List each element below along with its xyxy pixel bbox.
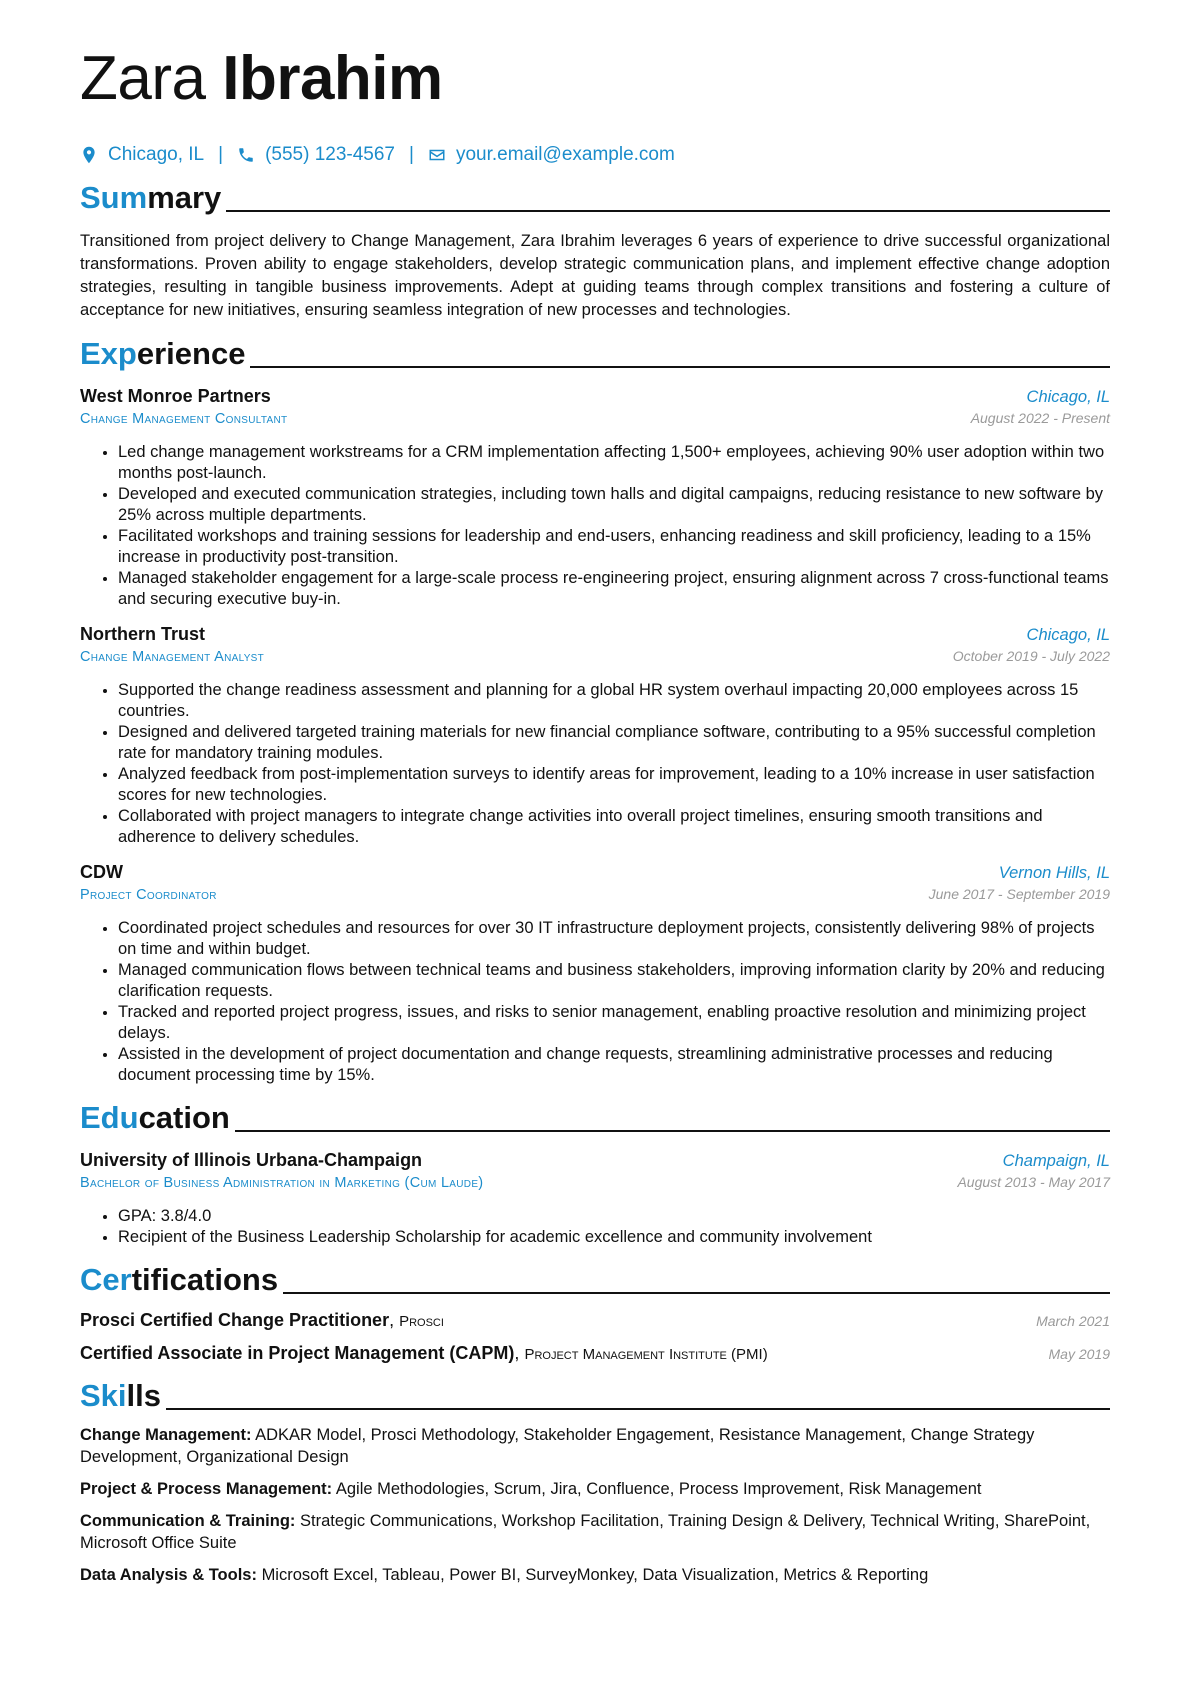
- job-entry: [80, 384, 1110, 610]
- school-dates: August 2013 - May 2017: [957, 1174, 1110, 1190]
- summary-header: [80, 180, 1110, 216]
- list-item: • Developed and executed communication strategies, including town halls and digital campaigns, reducing resistance to new software by 25% across multiple departments.: [118, 484, 1110, 526]
- list-item: • Recipient of the Business Leadership Scholarship for academic excellence and community involvement: [118, 1227, 1110, 1248]
- contact-phone[interactable]: [237, 144, 395, 166]
- section-rule: [235, 1130, 1110, 1132]
- education-bullets: [80, 1206, 1110, 1248]
- list-item: • Analyzed feedback from post-implementation surveys to identify areas for improvement, leading to a 10% increase in user satisfaction scores for new technologies.: [118, 764, 1110, 806]
- list-item: • Managed stakeholder engagement for a large-scale process re-engineering project, ensuring alignment across 7 cross-functional teams and securing executive buy-in.: [118, 568, 1110, 610]
- skill-label: Change Management:: [80, 1426, 252, 1444]
- list-item: • Managed communication flows between technical teams and business stakeholders, improving information clarity by 20% and reducing clarification requests.: [118, 960, 1110, 1002]
- skill-label: Project & Process Management:: [80, 1480, 333, 1498]
- skill-value: Microsoft Excel, Tableau, Power BI, SurveyMonkey, Data Visualization, Metrics & Reporting: [261, 1566, 929, 1584]
- section-title: Skills: [80, 1378, 161, 1413]
- list-item: • Collaborated with project managers to integrate change activities into overall project timelines, ensuring smooth transitions and adherence to delivery schedules.: [118, 806, 1110, 848]
- candidate-name: [80, 40, 1110, 118]
- summary-text: Transitioned from project delivery to Change Management, Zara Ibrahim leverages 6 years of experience to drive successful organizational transformations. Proven ability to engage stakeholders, develop strategic communication plans, and implement effective change adoption strategies, resulting in tangible business improvements. Adept at guiding teams through complex transitions and fostering a culture of acceptance for new initiatives, ensuring seamless integration of new processes and technologies.: [80, 232, 1110, 319]
- section-title: Summary: [80, 180, 222, 215]
- cert-issuer: Project Management Institute (PMI): [524, 1346, 768, 1363]
- skill-value: Agile Methodologies, Scrum, Jira, Confluence, Process Improvement, Risk Management: [335, 1480, 982, 1498]
- school-location: Champaign, IL: [1002, 1152, 1110, 1170]
- cert-issuer: Prosci: [399, 1313, 444, 1330]
- last-name: Ibrahim: [222, 44, 443, 113]
- envelope-icon: [428, 146, 446, 164]
- skill-row: [80, 1510, 1110, 1554]
- cert-date: March 2021: [1036, 1313, 1110, 1329]
- phone-icon: [237, 146, 255, 164]
- skill-row: [80, 1564, 1110, 1586]
- email-text: your.email@example.com: [455, 144, 675, 165]
- list-item: • Designed and delivered targeted training materials for new financial compliance software, contributing to a 95% successful completion rate for mandatory training modules.: [118, 722, 1110, 764]
- list-item: • Supported the change readiness assessment and planning for a global HR system overhaul impacting 20,000 employees across 15 countries.: [118, 680, 1110, 722]
- degree: Bachelor of Business Administration in Marketing (Cum Laude): [80, 1175, 484, 1191]
- job-entry: [80, 622, 1110, 848]
- section-title: Certifications: [80, 1262, 279, 1297]
- certifications-header: [80, 1262, 1110, 1298]
- section-rule: [250, 366, 1110, 368]
- job-dates: August 2022 - Present: [970, 410, 1110, 426]
- list-item: • Coordinated project schedules and resources for over 30 IT infrastructure deployment projects, consistently delivering 98% of projects on time and within budget.: [118, 918, 1110, 960]
- job-location: Chicago, IL: [1026, 626, 1110, 644]
- skill-row: [80, 1478, 1110, 1500]
- skill-value: Strategic Communications, Workshop Facilitation, Training Design & Delivery, Technical Writing, SharePoint, Microsoft Office Suite: [80, 1512, 1091, 1552]
- phone-text: (555) 123-4567: [265, 144, 395, 165]
- job-org: CDW: [80, 862, 123, 882]
- school-name: University of Illinois Urbana-Champaign: [80, 1150, 423, 1170]
- cert-name: Prosci Certified Change Practitioner: [80, 1310, 390, 1330]
- job-location: Chicago, IL: [1026, 388, 1110, 406]
- certification-entry: Certified Associate in Project Management (CAPM), Project Management Institute (PMI) May 2019: [80, 1343, 1110, 1363]
- certification-entry: Prosci Certified Change Practitioner, Prosci March 2021: [80, 1310, 1110, 1330]
- job-role: Project Coordinator: [80, 887, 217, 903]
- contact-separator: |: [409, 144, 414, 165]
- skill-label: Communication & Training:: [80, 1512, 296, 1530]
- contact-separator: |: [218, 144, 224, 165]
- job-entry: [80, 860, 1110, 1086]
- education-entry: [80, 1148, 1110, 1248]
- skill-value: ADKAR Model, Prosci Methodology, Stakeholder Engagement, Resistance Management, Change Strategy Development, Organizational Design: [80, 1426, 1035, 1466]
- experience-header: [80, 336, 1110, 372]
- skill-row: [80, 1424, 1110, 1468]
- job-location: Vernon Hills, IL: [998, 864, 1110, 882]
- list-item: • Tracked and reported project progress, issues, and risks to senior management, enabling proactive resolution and minimizing project delays.: [118, 1002, 1110, 1044]
- contact-line: [80, 144, 1110, 166]
- section-title: Experience: [80, 336, 246, 371]
- job-bullets: [80, 918, 1110, 1086]
- job-dates: June 2017 - September 2019: [928, 886, 1110, 902]
- job-dates: October 2019 - July 2022: [952, 648, 1110, 664]
- cert-date: May 2019: [1048, 1346, 1110, 1362]
- job-role: Change Management Consultant: [80, 411, 288, 427]
- contact-email[interactable]: [428, 144, 675, 166]
- section-rule: [283, 1292, 1110, 1294]
- list-item: • Assisted in the development of project documentation and change requests, streamlining administrative processes and reducing document processing time by 15%.: [118, 1044, 1110, 1086]
- section-title: Education: [80, 1100, 230, 1135]
- section-rule: [166, 1408, 1110, 1410]
- list-item: • Led change management workstreams for a CRM implementation affecting 1,500+ employees, achieving 90% user adoption within two months post-launch.: [118, 442, 1110, 484]
- job-bullets: [80, 442, 1110, 610]
- list-item: • GPA: 3.8/4.0: [118, 1206, 1110, 1227]
- first-name: Zara: [80, 44, 206, 113]
- list-item: • Facilitated workshops and training sessions for leadership and end-users, enhancing readiness and skill proficiency, leading to a 15% increase in productivity post-transition.: [118, 526, 1110, 568]
- map-pin-icon: [80, 146, 98, 164]
- education-header: [80, 1100, 1110, 1136]
- location-text: Chicago, IL: [108, 144, 205, 165]
- cert-name: Certified Associate in Project Management (CAPM): [80, 1343, 515, 1363]
- job-role: Change Management Analyst: [80, 649, 265, 665]
- job-org: West Monroe Partners: [80, 386, 271, 406]
- contact-location: [80, 144, 204, 166]
- job-org: Northern Trust: [80, 624, 206, 644]
- job-bullets: [80, 680, 1110, 848]
- skill-label: Data Analysis & Tools:: [80, 1566, 257, 1584]
- section-rule: [226, 210, 1110, 212]
- skills-header: [80, 1378, 1110, 1414]
